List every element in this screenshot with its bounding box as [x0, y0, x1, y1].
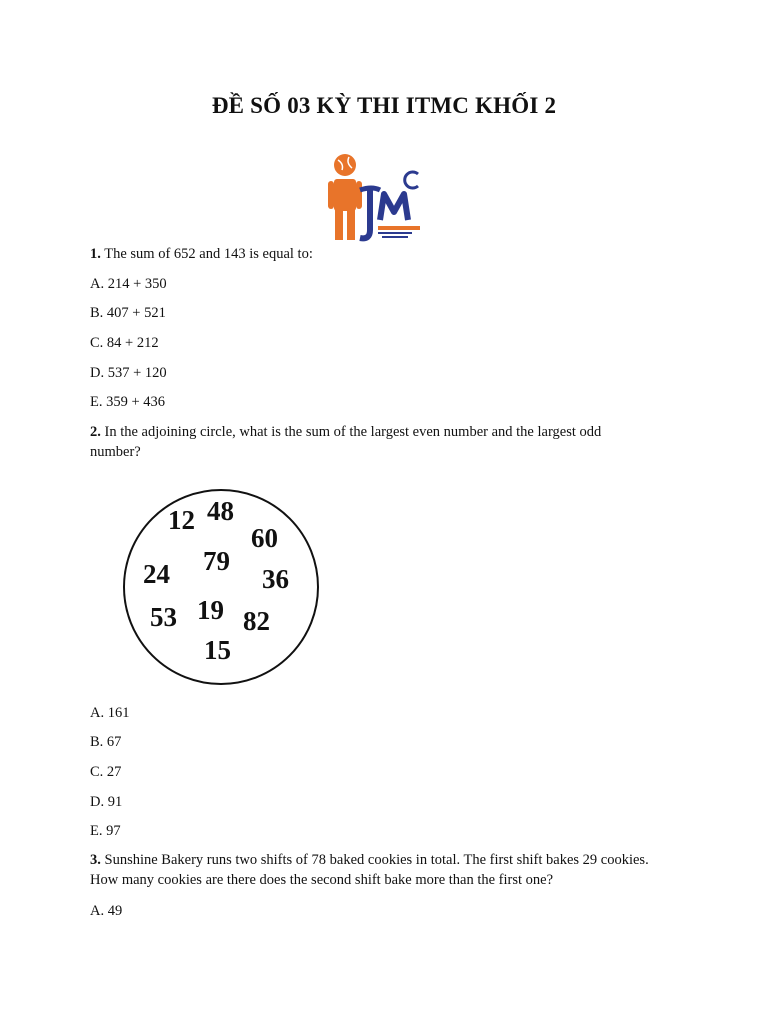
question-3-number: 3.	[90, 852, 101, 868]
question-3	[90, 852, 649, 869]
question-2-number: 2.	[90, 424, 101, 440]
q1-option-e: E. 359 + 436	[90, 394, 166, 410]
circle-number: 12	[168, 505, 195, 535]
question-2-text-line1: In the adjoining circle, what is the sum of the largest even number and the largest odd	[104, 424, 602, 440]
question-1-text: The sum of 652 and 143 is equal to:	[104, 246, 313, 262]
circle-number: 19	[197, 595, 224, 625]
question-3-text-line1: Sunshine Bakery runs two shifts of 78 baked cookies in total. The first shift bakes 29 cookies.	[104, 852, 649, 868]
circle-number: 24	[143, 559, 170, 589]
question-3-text-line2: How many cookies are there does the second shift bake more than the first one?	[90, 872, 554, 888]
page-title: ĐỀ SỐ 03 KỲ THI ITMC KHỐI 2	[211, 93, 557, 118]
q2-option-e: E. 97	[90, 823, 121, 839]
question-2	[90, 424, 601, 441]
question-1	[90, 246, 313, 263]
q2-option-a: A. 161	[90, 705, 130, 721]
q1-option-c: C. 84 + 212	[90, 335, 159, 351]
question-1-number: 1.	[90, 246, 101, 262]
q3-option-a: A. 49	[90, 903, 123, 919]
question-2-text-line2: number?	[90, 444, 141, 460]
circle-number: 48	[207, 496, 234, 526]
circle-number: 60	[251, 523, 278, 553]
q2-option-b: B. 67	[90, 734, 122, 750]
q1-option-d: D. 537 + 120	[90, 365, 167, 381]
number-circle-figure	[118, 484, 324, 690]
q1-option-b: B. 407 + 521	[90, 305, 166, 321]
circle-number: 53	[150, 602, 177, 632]
q2-option-d: D. 91	[90, 794, 123, 810]
circle-number: 82	[243, 606, 270, 636]
circle-number: 15	[204, 635, 231, 665]
circle-number: 36	[262, 564, 289, 594]
q2-option-c: C. 27	[90, 764, 122, 780]
q1-option-a: A. 214 + 350	[90, 276, 167, 292]
itmc-logo	[322, 152, 422, 248]
circle-number: 79	[203, 546, 230, 576]
